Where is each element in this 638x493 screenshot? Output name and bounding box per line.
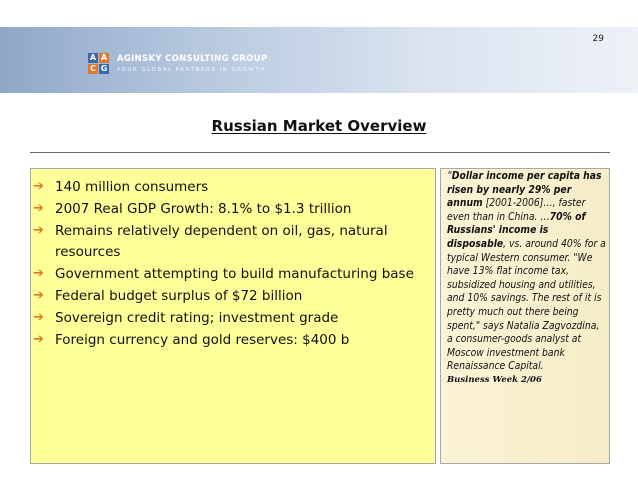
arrow-icon: ➔ [33,223,44,238]
bullet-list [31,169,435,350]
quote-highlight-2: 70% of Russians' income is disposable [447,210,586,250]
bullet-text: 2007 Real GDP Growth: 8.1% to $1.3 trillion [55,201,352,217]
logo-letter: G [100,64,108,73]
arrow-icon: ➔ [33,287,44,303]
quote-panel [440,168,610,464]
logo-letter: A [89,53,97,62]
header-banner [0,27,638,93]
bullet-item [31,199,435,220]
arrow-icon: ➔ [33,331,44,347]
quote-open-mark: “ [447,170,452,182]
company-name: AGINSKY CONSULTING GROUP [117,54,268,64]
bullet-text: Sovereign credit rating; investment grade [55,309,339,326]
bullet-text: Government attempting to build manufacturing base [55,265,414,282]
company-logo [88,53,110,75]
quote-body-2: , vs. around 40% for a typical Western consumer. "We have 13% flat income tax, subsidized housing and utilities, and 10% savings. The rest of it is pretty much out there being spent," says Natalia Zagvozdina, a consumer-goods analyst at Moscow investment bank Renaissance Capital. [447,237,606,373]
arrow-icon: ➔ [33,179,44,194]
page-number: 29 [592,34,604,44]
logo-letter: C [88,64,98,74]
bullet-text: Remains relatively dependent on oil, gas, natural resources [55,223,388,260]
quote-highlight-1: Dollar income per capita has risen by nearly 29% per annum [447,170,602,210]
slide-title: Russian Market Overview [211,117,427,135]
logo-letter: A [100,53,108,62]
bullet-item [31,177,435,198]
bullet-item [31,264,435,285]
arrow-icon: ➔ [33,265,44,281]
quote-text [447,170,606,374]
bullet-item [31,308,435,329]
bullet-item [31,221,435,262]
bullet-item [31,330,435,351]
quote-source: Business Week 2/06 [447,374,542,385]
bullet-panel [30,168,436,464]
bullet-text: Federal budget surplus of $72 billion [55,287,303,304]
bullet-item [31,286,435,307]
bullet-text: 140 million consumers [55,179,209,195]
bullet-text: Foreign currency and gold reserves: $400 b [55,331,350,348]
arrow-icon: ➔ [33,201,44,216]
quote-body-1: [2001-2006]…, faster even than in China. … [447,197,586,223]
title-divider [30,152,610,153]
arrow-icon: ➔ [33,309,44,325]
company-tagline: YOUR GLOBAL PARTNERS IN GROWTH [117,67,266,73]
